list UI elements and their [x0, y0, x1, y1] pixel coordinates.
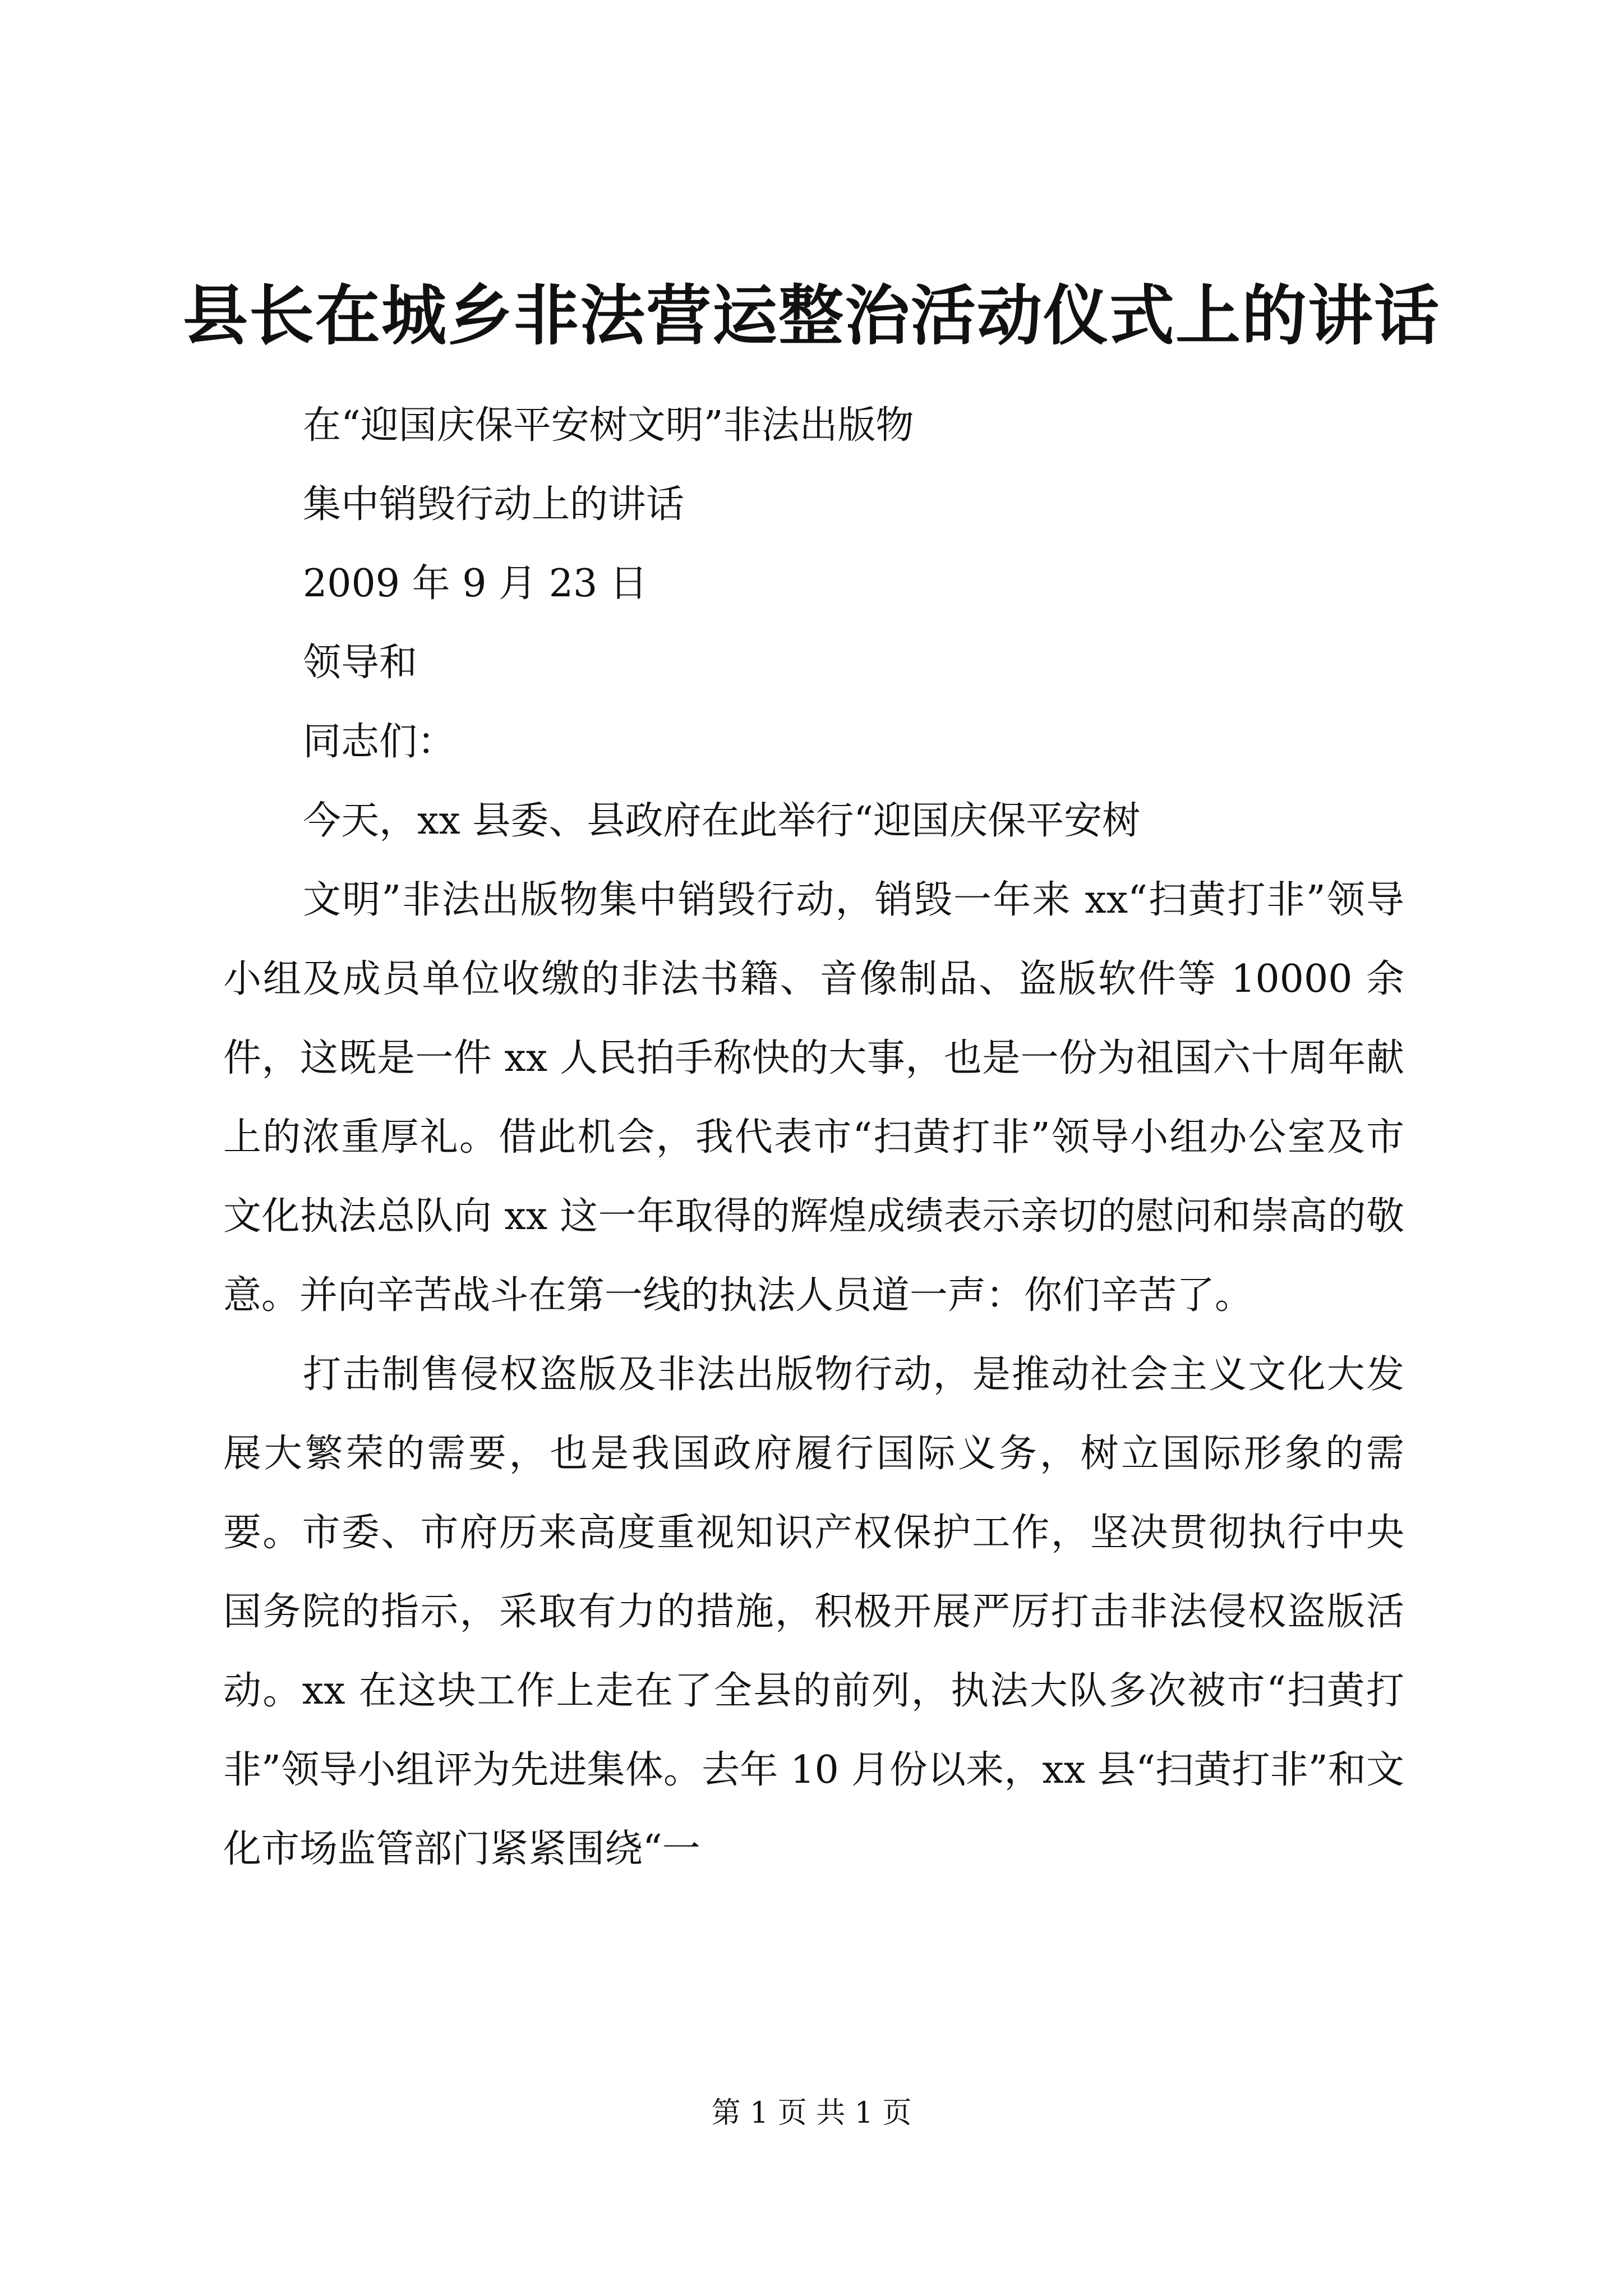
salutation-line: 同志们：	[303, 720, 456, 764]
date-line: 2009 年 9 月 23 日	[303, 562, 648, 606]
body-paragraph: 文明”非法出版物集中销毁行动，销毁一年来 xx“扫黄打非”领导小组及成员单位收缴的非法书籍、音像制品、盗版软件等 10000 余件，这既是一件 xx 人民拍手称快的大事，也是一份为祖国六十周年献上的浓重厚礼。借此机会，我代表市“扫黄打非”领导小组办公室及市文化执法总队向 xx 这一年取得的辉煌成绩表示亲切的慰问和崇高的敬意。并向辛苦战斗在第一线的执法人员道一声：你们辛苦了。	[223, 878, 1404, 1318]
document-title: 县长在城乡非法营运整治活动仪式上的讲话	[183, 278, 1440, 354]
document-body	[223, 386, 1404, 1889]
opening-line: 今天，xx 县委、县政府在此举行“迎国庆保平安树	[303, 799, 1141, 843]
salutation-line: 领导和	[303, 641, 418, 685]
heading-line: 在“迎国庆保平安树文明”非法出版物	[303, 403, 914, 448]
heading-line: 集中销毁行动上的讲话	[303, 482, 685, 527]
body-paragraph: 打击制售侵权盗版及非法出版物行动，是推动社会主义文化大发展大繁荣的需要，也是我国政府履行国际义务，树立国际形象的需要。市委、市府历来高度重视知识产权保护工作，坚决贯彻执行中央国务院的指示，采取有力的措施，积极开展严厉打击非法侵权盗版活动。xx 在这块工作上走在了全县的前列，执法大队多次被市“扫黄打非”领导小组评为先进集体。去年 10 月份以来，xx 县“扫黄打非”和文化市场监管部门紧紧围绕“一	[223, 1352, 1404, 1871]
page-footer: 第 1 页 共 1 页	[711, 2096, 912, 2130]
